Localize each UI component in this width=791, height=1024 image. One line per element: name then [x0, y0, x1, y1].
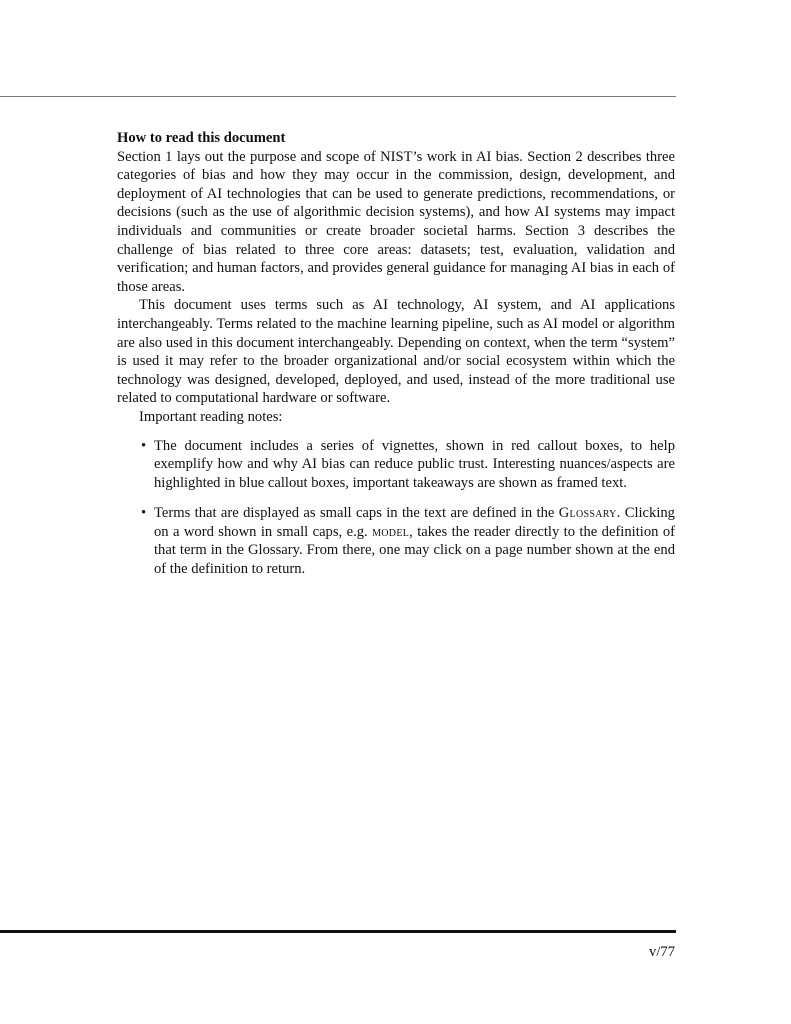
- bullet-icon: •: [141, 437, 147, 454]
- document-body: [117, 129, 675, 579]
- header-rule: [0, 96, 676, 97]
- reading-notes-list: [117, 437, 675, 579]
- bullet-icon: •: [141, 505, 147, 522]
- footer-rule: [0, 930, 676, 933]
- bullet-text-part: , takes the reader directly to the definition of that term in the Glossary. From there, one may click on a page number shown at the end of the definition to return.: [154, 523, 675, 578]
- list-item: [117, 504, 675, 578]
- bullet-text-vignettes: The document includes a series of vignettes, shown in red callout boxes, to help exemplify how and why AI bias can reduce public trust. Interesting nuances/aspects are highlighted in blue callout boxes, important takeaways are shown as framed text.: [154, 437, 675, 491]
- glossary-link[interactable]: Glossary: [558, 505, 617, 522]
- bullet-text-part: . Clicking on a word shown in small caps, e.g.: [154, 505, 675, 540]
- model-term-link[interactable]: model: [372, 523, 410, 540]
- reading-notes-intro: Important reading notes:: [139, 408, 283, 425]
- bullet-text-glossary: [154, 505, 675, 577]
- bullet-text-part: Terms that are displayed as small caps in the text are defined in the: [154, 505, 559, 522]
- section-heading: How to read this document: [117, 130, 286, 146]
- list-item: [117, 437, 675, 493]
- intro-paragraph: Section 1 lays out the purpose and scope of NIST’s work in AI bias. Section 2 describes three categories of bias and how they may occur in the commission, design, development, and deployment of AI technologies that can be used to generate predictions, recommendations, or decisions (such as the use of algorithmic decision systems), and how AI systems may impact individuals and communities or create broader societal harms. Section 3 describes the challenge of bias related to three core areas: datasets; test, evaluation, validation and verification; and human factors, and provides general guidance for managing AI bias in each of those areas.: [117, 148, 675, 295]
- page-number: v/77: [649, 944, 675, 960]
- terminology-paragraph: This document uses terms such as AI technology, AI system, and AI applications interchangeably. Terms related to the machine learning pipeline, such as AI model or algorithm are also used in this document interchangeably. Depending on context, when the term “system” is used it may refer to the broader organizational and/or social ecosystem within which the technology was designed, developed, deployed, and used, instead of the more traditional use related to computational hardware or software.: [117, 297, 675, 407]
